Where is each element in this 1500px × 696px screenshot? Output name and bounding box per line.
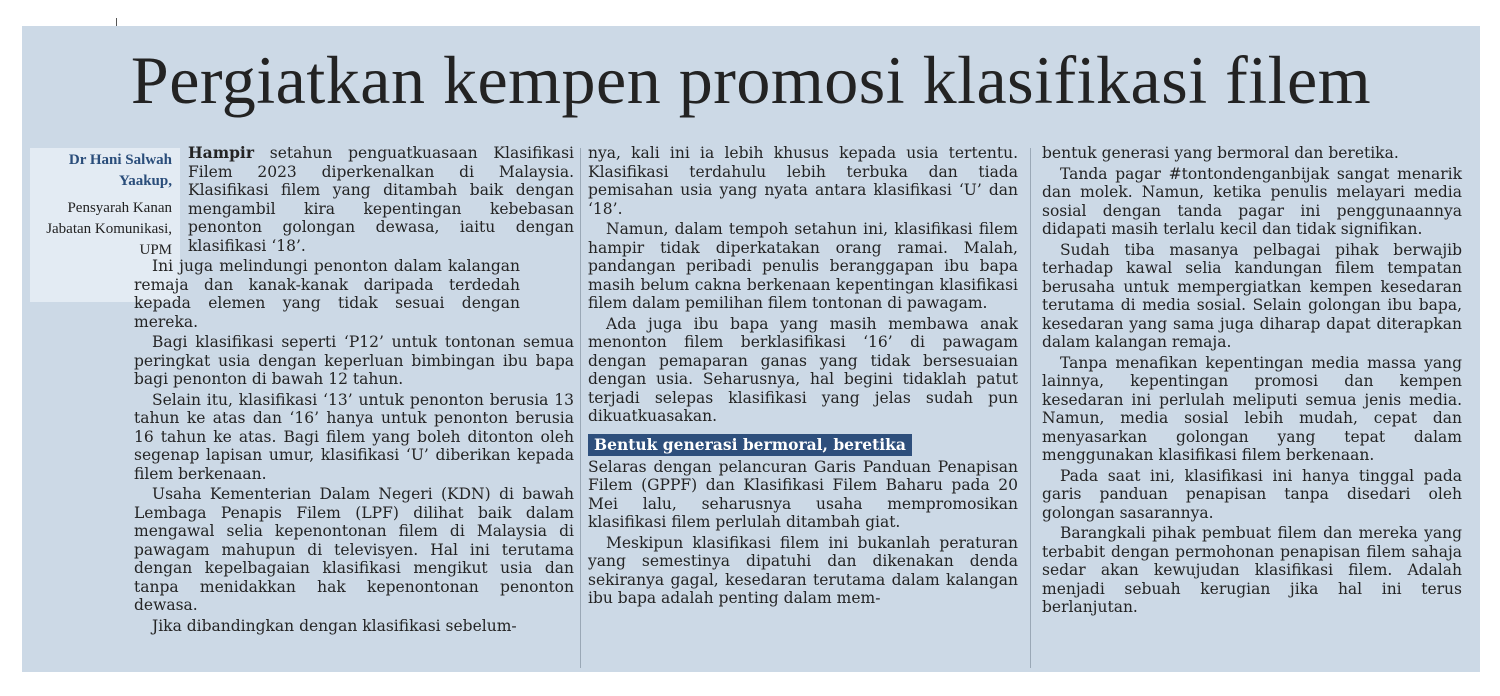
subheading: Bentuk generasi bermoral, beretika — [588, 434, 912, 456]
lead-word: Hampir — [188, 143, 254, 162]
paragraph: Selain itu, klasifikasi ‘13’ untuk penonton berusia 13 tahun ke atas dan ‘16’ hanya untuk penonton berusia 16 tahun ke atas. Bagi filem yang boleh ditonton oleh segenap lapisan umur, klasifikasi ‘U’ diberikan kepada filem berkenaan. — [134, 390, 574, 483]
paragraph: Hampir setahun penguatkuasaan Klasifikasi Filem 2023 diperkenalkan di Malaysia. Klasifikasi filem yang ditambah baik dengan mengambil kira kepentingan kebebasan penonton golongan dewasa, iaitu dengan klasifikasi ‘18’. — [188, 143, 574, 255]
column-2 — [588, 144, 1018, 610]
author-name: Dr Hani Salwah Yaakup, — [68, 152, 172, 189]
paragraph: nya, kali ini ia lebih khusus kepada usia tertentu. Klasifikasi terdahulu lebih terbuka dan tiada pemisahan usia yang nyata antara klasifikasi ‘U’ dan ‘18’. — [588, 144, 1018, 218]
paragraph: Meskipun klasifikasi filem ini bukanlah peraturan yang semestinya dipatuhi dan dikenakan denda sekiranya gagal, kesedaran terutama dalam kalangan ibu bapa adalah penting dalam mem- — [588, 533, 1018, 607]
paragraph: Tanda pagar #tontondenganbijak sangat menarik dan molek. Namun, ketika penulis melayari media sosial dengan tanda pagar ini penggunaannya didapati masih terlalu kecil dan tidak signifikan. — [1042, 164, 1462, 238]
headline: Pergiatkan kempen promosi klasifikasi filem — [130, 42, 1372, 118]
crop-mark — [116, 18, 117, 26]
paragraph: Sudah tiba masanya pelbagai pihak berwajib terhadap kawal selia kandungan filem tempatan berusaha untuk mempergiatkan kempen kesedaran terutama di media sosial. Selain golongan ibu bapa, kesedaran yang sama juga diharap dapat diterapkan dalam kalangan remaja. — [1042, 240, 1462, 351]
paragraph: bentuk generasi yang bermoral dan beretika. — [1042, 144, 1399, 162]
author-role: Pensyarah Kanan Jabatan Komunikasi, UPM — [46, 200, 172, 258]
paragraph: Ada juga ibu bapa yang masih membawa anak menonton filem berklasifikasi ‘16’ di pawagam dengan pemaparan ganas yang tidak bersesuaian dengan usia. Seharusnya, hal begini tidaklah patut terjadi selepas klasifikasi yang jelas sudah pun dikuatkuasakan. — [588, 314, 1018, 425]
paragraph: Tanpa menafikan kepentingan media massa yang lainnya, kepentingan promosi dan kempen kesedaran ini perlulah meliputi semua jenis media. Namun, media sosial lebih mudah, cepat dan menyasarkan golongan yang tepat dalam menggunakan klasifikasi filem berkenaan. — [1042, 353, 1462, 464]
paragraph: Bagi klasifikasi seperti ‘P12’ untuk tontonan semua peringkat usia dengan keperluan bimbingan ibu bapa bagi penonton di bawah 12 tahun. — [134, 333, 574, 388]
column-3 — [1042, 144, 1462, 619]
paragraph: Barangkali pihak pembuat filem dan mereka yang terbabit dengan permohonan penapisan filem sahaja sedar akan kewujudan klasifikasi filem. Adalah menjadi sebuah kerugian jika hal ini terus berlanjutan. — [1042, 524, 1462, 616]
paragraph: Selaras dengan pelancuran Garis Panduan Penapisan Filem (GPPF) dan Klasifikasi Filem Baharu pada 20 Mei lalu, seharusnya usaha mempromosikan klasifikasi filem perlulah ditambah giat. — [588, 457, 1018, 531]
article — [22, 26, 1480, 672]
paragraph: Pada saat ini, klasifikasi ini hanya tinggal pada garis panduan penapisan tanpa disedari oleh golongan sasarannya. — [1042, 466, 1462, 522]
column-divider — [1030, 148, 1031, 668]
paragraph: Namun, dalam tempoh setahun ini, klasifikasi filem hampir tidak diperkatakan orang ramai. Malah, pandangan peribadi penulis beranggapan ibu bapa masih belum cakna berkenaan kepentingan klasifikasi filem dalam pemilihan filem tontonan di pawagam. — [588, 220, 1018, 312]
paragraph: Jika dibandingkan dengan klasifikasi sebelum- — [152, 616, 517, 635]
column-1 — [134, 144, 574, 637]
paragraph: Ini juga melindungi penonton dalam kalangan remaja dan kanak-kanak daripada terdedah kepada elemen yang tidak sesuai dengan mereka. — [134, 257, 520, 331]
column-divider — [580, 148, 581, 668]
paragraph: Usaha Kementerian Dalam Negeri (KDN) di bawah Lembaga Penapis Filem (LPF) dilihat baik dalam mengawal selia kepenontonan filem di Malaysia di pawagam mahupun di televisyen. Hal ini terutama dengan kepelbagaian klasifikasi mengikut usia dan tanpa menidakkan hak kepenontonan penonton dewasa. — [134, 485, 574, 614]
